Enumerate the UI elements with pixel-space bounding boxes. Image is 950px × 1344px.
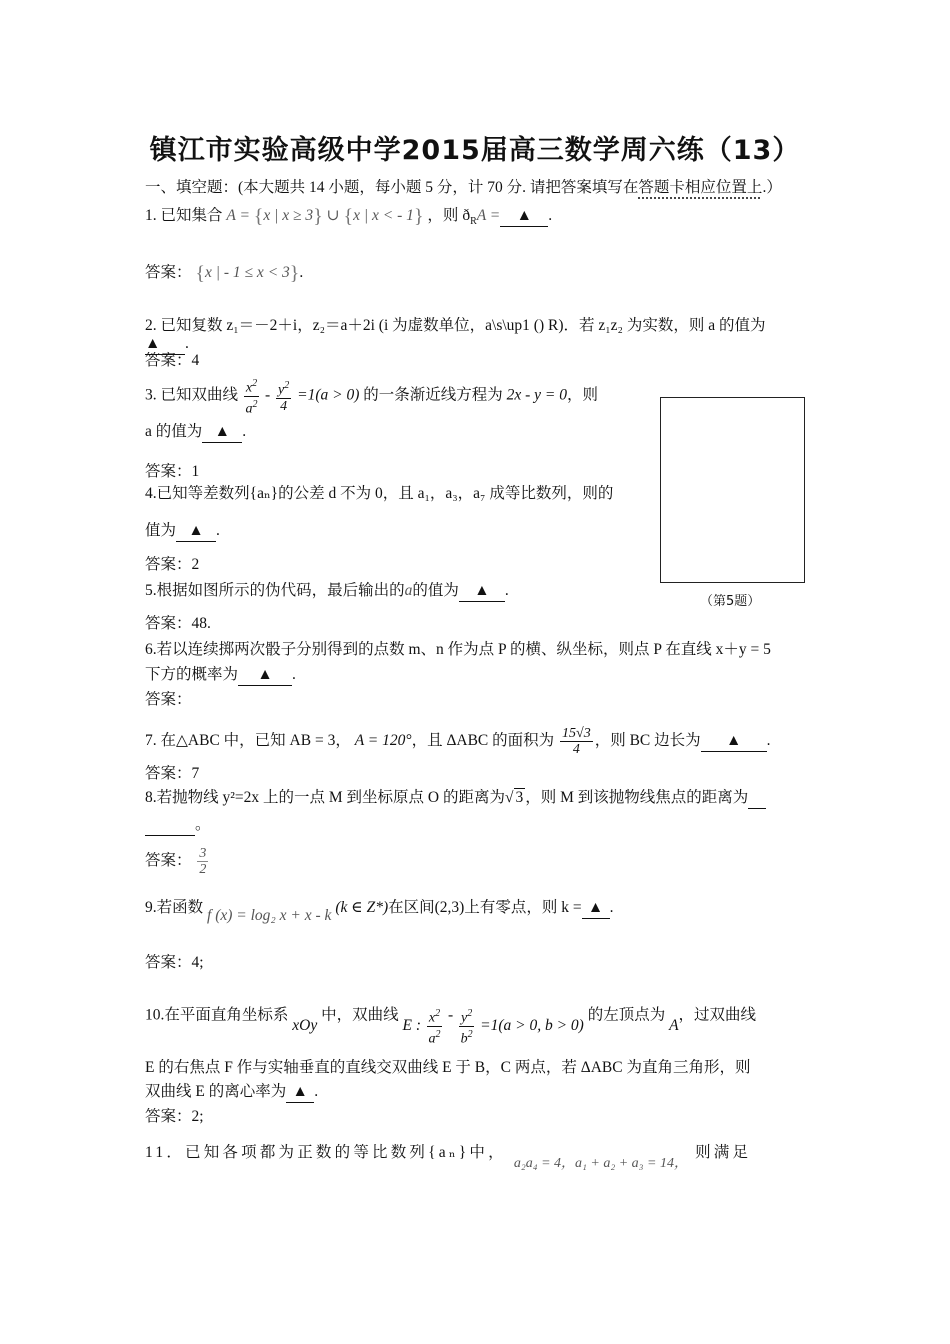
section-intro: 一、填空题：(本大题共 14 小题，每小题 5 分，计 70 分. 请把答案填写在答题卡相应位置上.）: [145, 179, 782, 196]
answer-10: 答案：2;: [145, 1108, 204, 1125]
question-1: 1. 已知集合 A = {x | x ≥ 3} ∪ {x | x < - 1} ，则 $ð_RA$ = ▲ .: [145, 205, 553, 228]
figure-caption: （第5题）: [700, 594, 761, 609]
question-2: 2. 已知复数 z₁＝－2＋i，z₂＝a＋2i (i 为虚数单位，a\s\up1 () R)．若 z₁z₂ 为实数，则 a 的值为: [145, 317, 766, 334]
answer-blank: ▲: [582, 898, 610, 919]
fraction: $\frac{3}{2}$: [199, 846, 207, 877]
question-5: 5.根据如图所示的伪代码，最后输出的a的值为 ▲ .: [145, 581, 509, 602]
pseudocode-figure-frame: [660, 397, 805, 583]
answer-2: 答案：4: [145, 352, 200, 369]
page-title: 镇江市实验高级中学2015届高三数学周六练（13）: [149, 135, 801, 166]
answer-blank: ▲: [145, 334, 185, 355]
answer-blank: ▲: [500, 206, 548, 227]
answer-8: 答案： $\frac{3}{2}$: [145, 846, 207, 877]
answer-blank: [748, 788, 766, 809]
question-3-cont: a 的值为 ▲ .: [145, 422, 246, 443]
answer-9: 答案：4;: [145, 954, 204, 971]
answer-blank: ▲: [459, 581, 505, 602]
fraction: $\frac{y^2}{b^2}$: [460, 1008, 473, 1047]
question-10: 10.在平面直角坐标系 xOy 中，双曲线 E : $\frac{x^2}{a^2}$ - $\frac{y^2}{b^2}$ =1(a > 0, b > 0) 的左顶点为 A，过双曲线: [145, 1006, 757, 1047]
fraction: $\frac{y^2}{4}$: [278, 380, 290, 414]
question-4-cont: 值为 ▲ .: [145, 521, 220, 542]
answer-3: 答案：1: [145, 463, 200, 480]
question-8-cont: 。: [145, 815, 211, 836]
question-6-cont: 下方的概率为 ▲ .: [145, 665, 296, 686]
answer-blank: ▲: [202, 422, 242, 443]
fraction: $\frac{x^2}{a^2}$: [245, 378, 258, 417]
answer-4: 答案：2: [145, 556, 200, 573]
question-10-cont: E 的右焦点 F 作与实轴垂直的直线交双曲线 E 于 B，C 两点，若 ΔABC 为直角三角形，则: [145, 1059, 751, 1076]
question-10-cont2: 双曲线 E 的离心率为 ▲ .: [145, 1082, 318, 1103]
answer-blank: ▲: [701, 731, 767, 752]
fraction: $\frac{15√3}{4}$: [562, 726, 591, 757]
answer-5: 答案：48.: [145, 615, 211, 632]
answer-1: 答案： {x | - 1 ≤ x < 3}.: [145, 262, 304, 285]
question-6: 6.若以连续掷两次骰子分别得到的点数 m、n 作为点 P 的横、纵坐标，则点 P 在直线 x＋y = 5: [145, 641, 771, 658]
fraction: $\frac{x^2}{a^2}$: [428, 1008, 441, 1047]
dotted-emphasis: 答题卡相应位置上: [638, 179, 763, 196]
blank-2: ▲ .: [145, 334, 189, 355]
answer-6: 答案：: [145, 691, 192, 708]
question-3: 3. 已知双曲线 $\frac{x^2}{a^2}$ - $\frac{y^2}{4}$ =1(a > 0) 的一条渐近线方程为 2x - y = 0，则: [145, 378, 599, 417]
question-7: 7. 在△ABC 中，已知 AB = 3， A = 120°，且 ΔABC 的面积为 $\frac{15√3}{4}$ ，则 BC 边长为 ▲ .: [145, 726, 771, 757]
question-4: 4.已知等差数列{aₙ}的公差 d 不为 0，且 a₁，a₃，a₇ 成等比数列，则的: [145, 485, 614, 502]
answer-blank: ▲: [286, 1082, 314, 1103]
question-11: 11．已知各项都为正数的等比数列{aₙ}中， a₂a₄ = 4，a₁ + a₂ + a₃ = 14， 则满足: [145, 1144, 752, 1171]
question-9: 9.若函数 f (x) = log₂ x + x - k (k ∈ Z*)在区间(2,3)上有零点，则 k = ▲ .: [145, 899, 614, 924]
answer-blank: ▲: [238, 665, 292, 686]
question-8: 8.若抛物线 y²=2x 上的一点 M 到坐标原点 O 的距离为√ 3 ，则 M 到该抛物线焦点的距离为: [145, 788, 766, 809]
answer-blank: ▲: [176, 521, 216, 542]
answer-7: 答案：7: [145, 765, 200, 782]
answer-blank: [145, 815, 195, 836]
